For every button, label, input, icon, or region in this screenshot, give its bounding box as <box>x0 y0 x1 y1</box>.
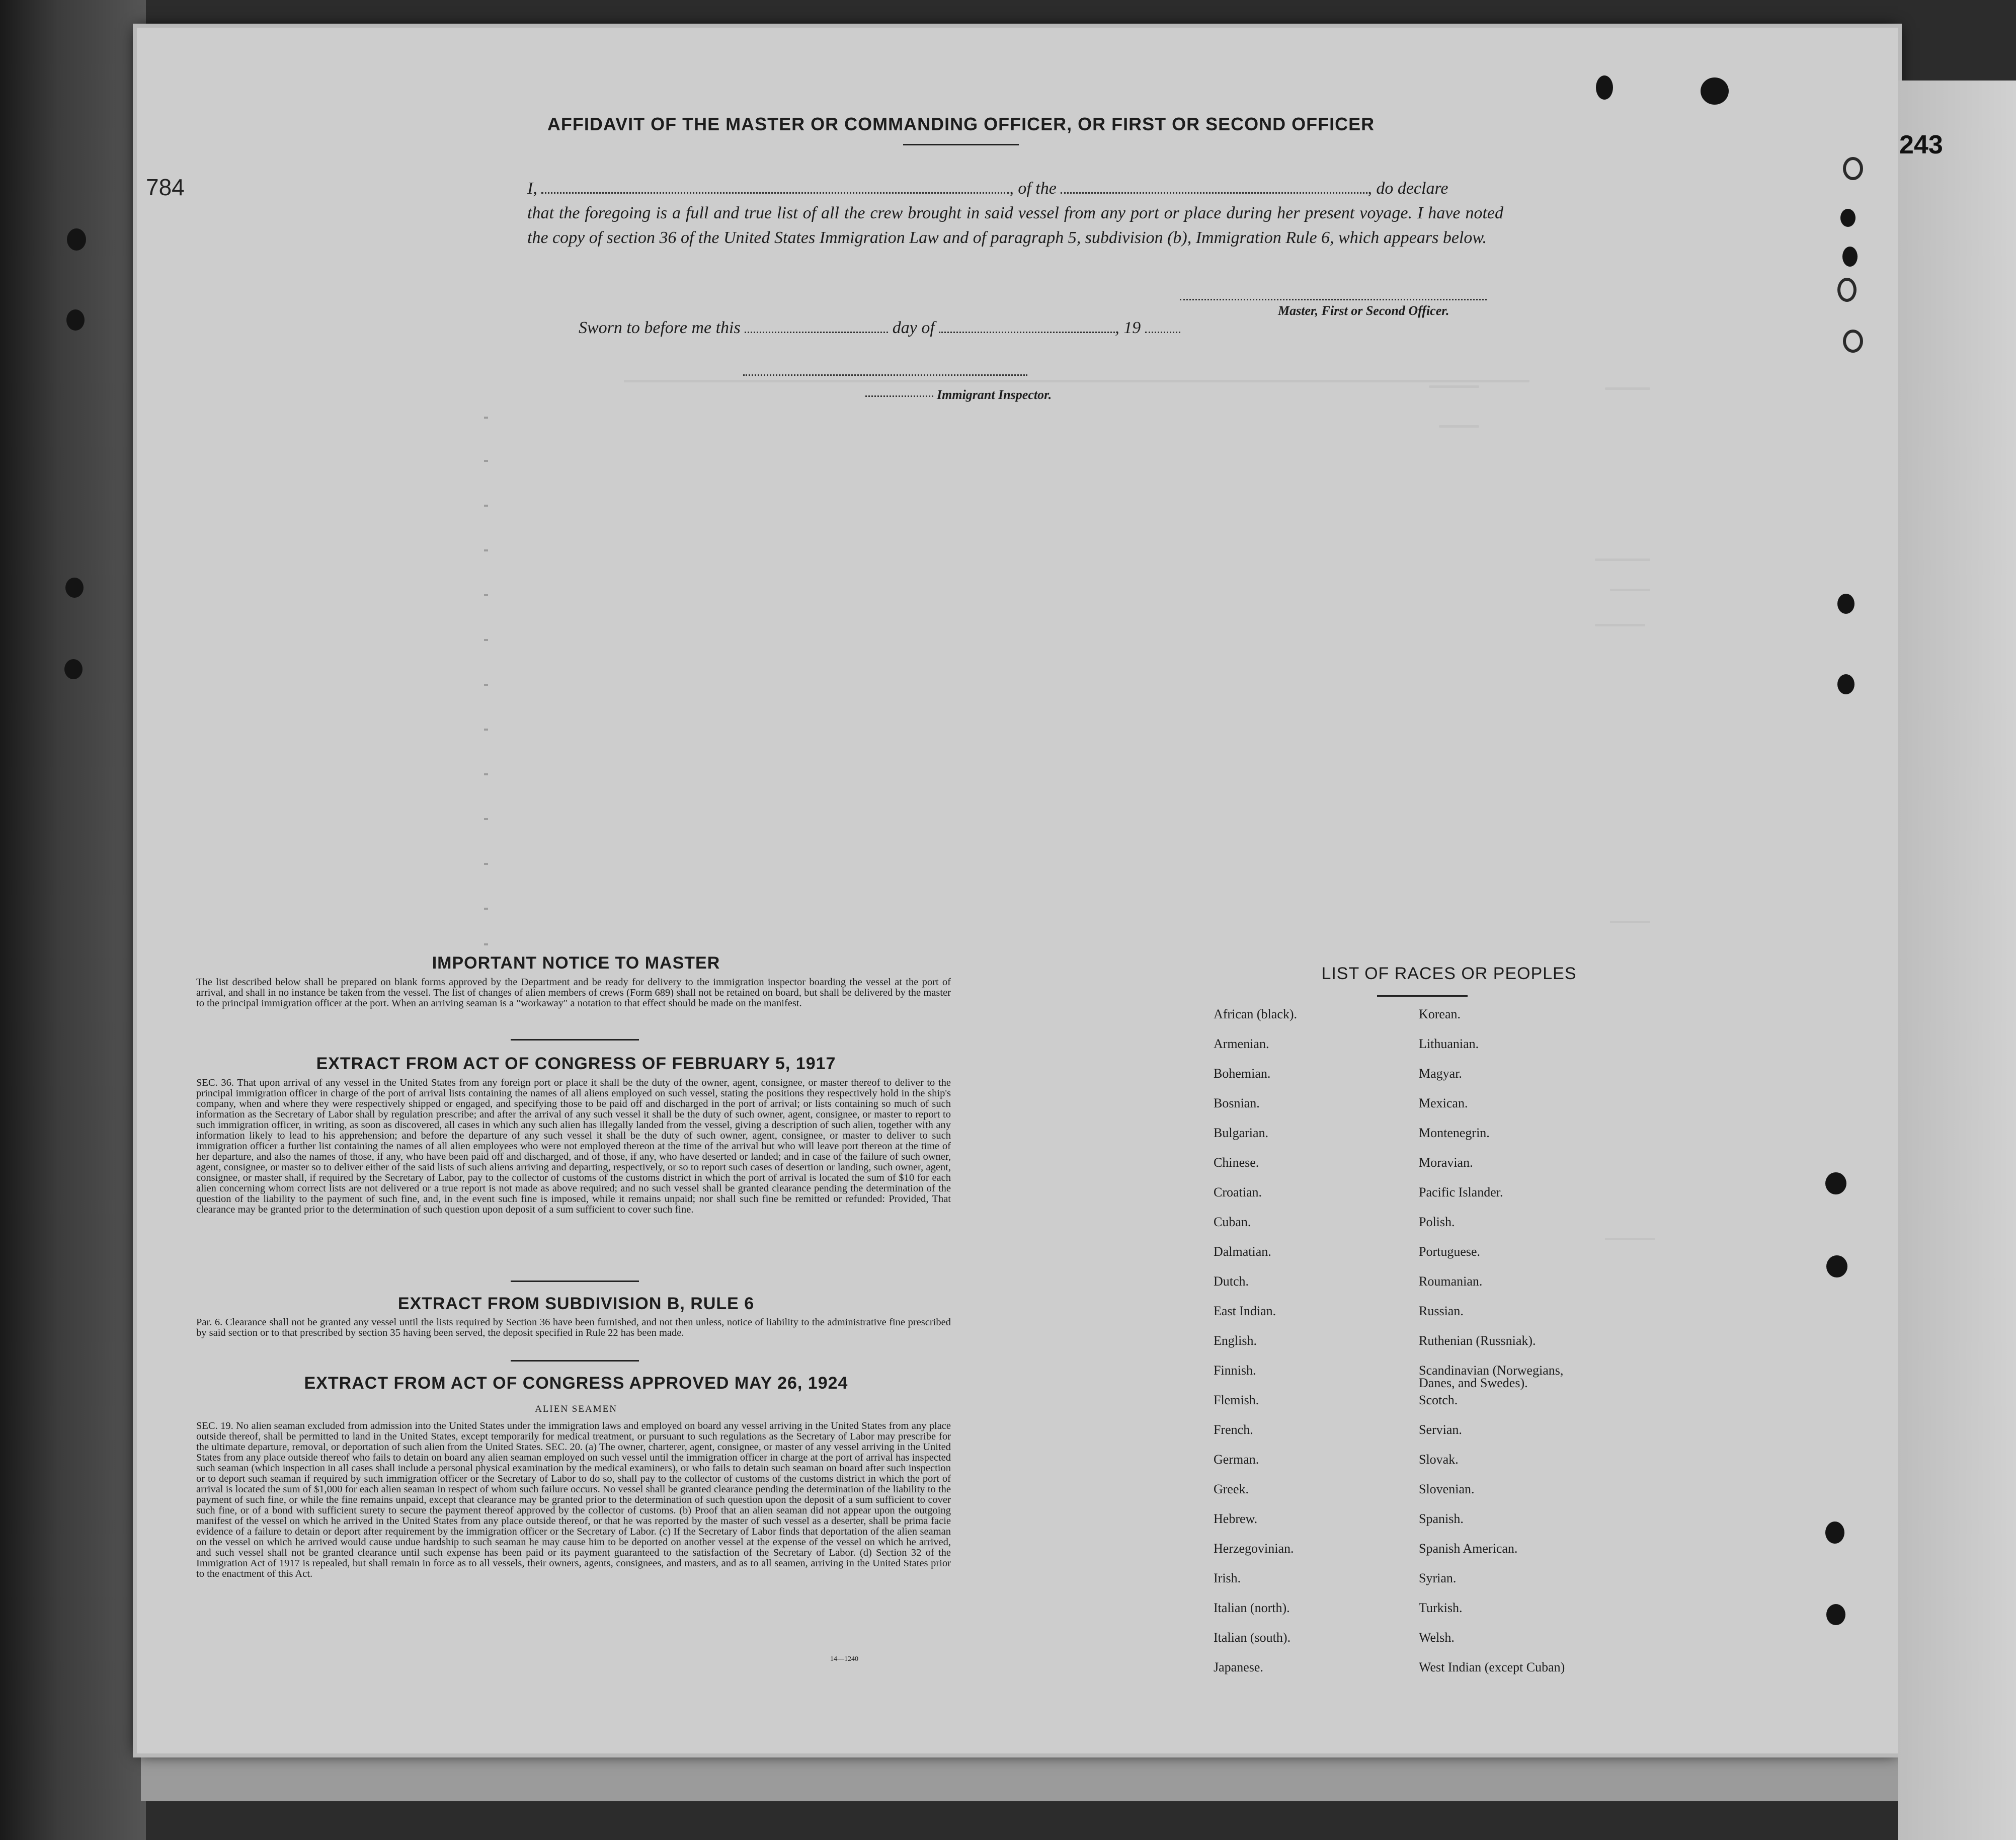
divider <box>511 1039 639 1041</box>
race-item: Bulgarian. <box>1214 1126 1269 1140</box>
punch-hole-icon <box>1837 594 1854 614</box>
bleed-through-mark <box>1429 385 1479 388</box>
punch-hole-icon <box>66 309 85 331</box>
master-signature-label: Master, First or Second Officer. <box>1278 303 1449 318</box>
race-item: Dalmatian. <box>1214 1244 1271 1259</box>
sworn-day-blank[interactable] <box>745 319 888 333</box>
race-item: African (black). <box>1214 1007 1298 1021</box>
race-item: Syrian. <box>1419 1571 1457 1585</box>
race-item: Bohemian. <box>1214 1066 1271 1081</box>
race-item: Bosnian. <box>1214 1096 1260 1110</box>
declare-text: , do declare <box>1367 179 1448 198</box>
sworn-year-blank[interactable] <box>1145 319 1180 333</box>
race-item: Spanish. <box>1419 1511 1464 1526</box>
extract-1924-title: EXTRACT FROM ACT OF CONGRESS APPROVED MAY 26, 1924 <box>304 1374 848 1393</box>
sworn-prefix: Sworn to before me this <box>579 318 741 337</box>
race-item: Chinese. <box>1214 1155 1259 1170</box>
race-item: Ruthenian (Russniak). <box>1419 1333 1536 1348</box>
race-item: Hebrew. <box>1214 1511 1258 1526</box>
row-marker <box>484 943 488 945</box>
race-item: Irish. <box>1214 1571 1241 1585</box>
races-column-left <box>1214 1008 1297 1691</box>
punch-hole-icon <box>1840 209 1856 227</box>
row-marker <box>484 549 488 551</box>
race-item: Servian. <box>1419 1422 1462 1437</box>
punch-hole-icon <box>1825 1172 1846 1194</box>
race-item: Russian. <box>1419 1304 1464 1318</box>
inspector-signature-line-short <box>865 395 933 397</box>
bleed-through-mark <box>1610 589 1650 591</box>
race-item: German. <box>1214 1452 1259 1467</box>
alien-seamen-heading: ALIEN SEAMEN <box>535 1404 617 1414</box>
of-the-text: , of the <box>1009 179 1057 198</box>
race-item: Dutch. <box>1214 1274 1249 1289</box>
vessel-blank[interactable] <box>1061 180 1367 194</box>
row-marker <box>484 639 488 641</box>
bleed-through-mark <box>624 380 1529 382</box>
divider <box>511 1360 639 1362</box>
punch-hole-icon <box>1596 75 1613 100</box>
row-marker <box>484 908 488 910</box>
punch-hole-icon <box>1701 77 1729 105</box>
punch-hole-icon <box>1825 1522 1844 1544</box>
row-marker <box>484 863 488 865</box>
row-marker <box>484 773 488 775</box>
bleed-through-mark <box>1605 1238 1655 1240</box>
race-item: West Indian (except Cuban) <box>1419 1660 1565 1674</box>
punch-hole-icon <box>1837 278 1857 302</box>
race-item: Scotch. <box>1419 1393 1458 1407</box>
extract-1924-text: SEC. 19. No alien seaman excluded from admission into the United States under the immigration laws and employed on board any vessel arriving in the United States from any place outside thereof, shall be permitted to land in the United States, except temporarily for medical treatment, or pursuant to such regulations as the Secretary of Labor may prescribe for the ultimate departure, removal, or deportation of such alien from the United States. SEC. 20. (a) The owner, charterer, agent, consignee, or master of any vessel arriving in the United States from any place outside thereof who fails to detain on board any alien seaman employed on such vessel until the immigration officer in charge at the port of arrival has inspected such seaman (which inspection in all cases shall include a personal physical examination by the medical examiners), or who fails to detain such seaman on board after such inspection or to deport such seaman if required by such immigration officer or the Secretary of Labor to do so, shall pay to the collector of customs of the customs district in which the port of arrival is located the sum of $1,000 for each alien seaman in respect of whom such failure occurs. No vessel shall be granted clearance pending the determination of the liability to the payment of such fine, or while the fine remains unpaid, except that clearance may be granted prior to the determination of such question upon the deposit of a sum sufficient to cover such fine, or of a bond with sufficient surety to secure the payment thereof approved by the collector of customs. (b) Proof that an alien seaman did not appear upon the outgoing manifest of the vessel on which he arrived in the United States from any place outside thereof, or that he was reported by the master of such vessel as a deserter, shall be prima facie evidence of a failure to detain or deport after requirement by the immigration officer or the Secretary of Labor. (c) If the Secretary of Labor finds that deportation of the alien seaman on the vessel on which he arrived would cause undue hardship to such seaman he may cause him to be deported on another vessel at the expense of the vessel on which he arrived, and such vessel shall not be granted clearance until such expense has been paid or its payment guaranteed to the satisfaction of the Secretary of Labor. (d) Section 32 of the Immigration Act of 1917 is repealed, but shall remain in force as to all vessels, their owners, agents, consignees, and masters, and as to all seamen, arriving in the United States prior to the enactment of this Act. <box>196 1420 951 1579</box>
bleed-through-mark <box>1595 558 1650 561</box>
affidavit-title: AFFIDAVIT OF THE MASTER OR COMMANDING OFFICER, OR FIRST OR SECOND OFFICER <box>547 114 1375 134</box>
affidavit-body: that the foregoing is a full and true list of all the crew brought in said vessel from any port or place during her present voyage. I have noted the copy of section 36 of the United States Immigration Law and of paragraph 5, subdivision (b), Immigration Rule 6, which appears below. <box>527 204 1503 247</box>
extract-1917-title: EXTRACT FROM ACT OF CONGRESS OF FEBRUARY 5, 1917 <box>316 1054 836 1073</box>
page-number: 243 <box>1899 130 1943 159</box>
row-marker <box>484 417 488 419</box>
race-item: Flemish. <box>1214 1393 1259 1407</box>
row-marker <box>484 684 488 686</box>
race-item: Korean. <box>1419 1007 1461 1021</box>
race-item: Roumanian. <box>1419 1274 1483 1289</box>
notice-text: The list described below shall be prepared on blank forms approved by the Department and be ready for delivery to the immigration inspector boarding the vessel at the port of arrival, and shall in no instance be taken from the vessel. The list of changes of alien members of crews (Form 689) shall not be retained on board, but shall be delivered by the master to the principal immigration officer at the port. When an arriving seaman is a "workaway" a notation to that effect should be made on the manifest. <box>196 977 951 1009</box>
row-marker <box>484 818 488 820</box>
affidavit-declaration-line <box>527 176 1503 201</box>
punch-hole-icon <box>65 578 84 598</box>
race-item: Herzegovinian. <box>1214 1541 1294 1556</box>
divider <box>511 1281 639 1282</box>
adjacent-page-strip <box>1898 81 2016 1840</box>
inspector-signature-line[interactable] <box>743 374 1027 376</box>
race-item: Montenegrin. <box>1419 1126 1490 1140</box>
master-signature-line[interactable] <box>1180 299 1487 300</box>
race-item: Moravian. <box>1419 1155 1473 1170</box>
race-item: Turkish. <box>1419 1601 1463 1615</box>
races-title: LIST OF RACES OR PEOPLES <box>1321 964 1577 983</box>
race-item: Slovenian. <box>1419 1482 1475 1496</box>
race-item: Cuban. <box>1214 1215 1251 1229</box>
race-item: Italian (south). <box>1214 1630 1291 1645</box>
races-column-right <box>1419 1008 1600 1691</box>
punch-hole-icon <box>1826 1255 1847 1277</box>
race-item: Spanish American. <box>1419 1541 1518 1556</box>
form-number: 14—1240 <box>830 1655 858 1663</box>
race-item: Italian (north). <box>1214 1601 1290 1615</box>
binding-edge <box>0 0 146 1840</box>
race-item: Magyar. <box>1419 1066 1462 1081</box>
notice-title: IMPORTANT NOTICE TO MASTER <box>432 953 720 973</box>
sworn-line <box>579 318 1180 338</box>
bleed-through-mark <box>1595 624 1645 626</box>
handwritten-number: 784 <box>146 174 185 200</box>
divider <box>903 144 1019 145</box>
race-item: Pacific Islander. <box>1419 1185 1503 1199</box>
extract-1917-text: SEC. 36. That upon arrival of any vessel in the United States from any foreign port or place it shall be the duty of the owner, agent, consignee, or master thereof to deliver to the principal immigration officer in charge of the port of arrival lists containing the names of all aliens employed on such vessel, stating the positions they respectively hold in the ship's company, when and where they were respectively shipped or engaged, and specifying those to be paid off and discharged in the port of arrival; or lists containing so much of such information as the Secretary of Labor shall by regulation prescribe; and after the arrival of any such vessel it shall be the duty of such owner, agent, consignee, or master to report to such immigration officer, in writing, as soon as discovered, all cases in which any such alien has illegally landed from the vessel, giving a description of such alien, together with any information likely to lead to his apprehension; and before the departure of any such vessel it shall be the duty of such owner, agent, consignee, or master to deliver to such immigration officer a further list containing the names of all alien employees who were not employed thereon at the time of the arrival but who will leave port thereon at the time of her departure, and also the names of those, if any, who have been paid off and discharged, and of those, if any, who have deserted or landed; and in case of the failure of such owner, agent, consignee, or master so to deliver either of the said lists of such aliens arriving and departing, respectively, or so to report such cases of desertion or landing, such owner, agent, consignee, or master shall, if required by the Secretary of Labor, pay to the collector of customs of the customs district in which the port of arrival is located the sum of $10 for each alien concerning whom correct lists are not delivered or a true report is not made as above required; and no such vessel shall be granted clearance pending the determination of the question of the liability to the payment of such fine, and, in the event such fine is imposed, while it remains unpaid; nor shall such fine be remitted or refunded: Provided, That clearance may be granted prior to the determination of such question upon deposit of a sum sufficient to cover such fine. <box>196 1077 951 1215</box>
bleed-through-mark <box>1439 425 1479 428</box>
name-blank[interactable] <box>541 180 1009 194</box>
race-item: Armenian. <box>1214 1036 1269 1051</box>
race-item: Welsh. <box>1419 1630 1455 1645</box>
punch-hole-icon <box>1837 674 1854 694</box>
race-item: English. <box>1214 1333 1257 1348</box>
pronoun-text: I, <box>527 179 537 198</box>
race-item: Scandinavian (Norwegians, Danes, and Swedes). <box>1419 1363 1564 1390</box>
inspector-label: Immigrant Inspector. <box>937 387 1052 402</box>
sworn-day-of: day of <box>892 318 935 337</box>
race-item: Mexican. <box>1419 1096 1468 1110</box>
race-item: Finnish. <box>1214 1363 1256 1378</box>
punch-hole-icon <box>1843 330 1863 353</box>
race-item: Slovak. <box>1419 1452 1459 1467</box>
extract-rule6-text: Par. 6. Clearance shall not be granted any vessel until the lists required by Section 36 have been furnished, and not then unless, notice of liability to the administrative fine prescribed by said section or to that prescribed by section 35 having been served, the deposit specified in Rule 22 has been made. <box>196 1317 951 1338</box>
row-marker <box>484 505 488 507</box>
race-item: Portuguese. <box>1419 1244 1481 1259</box>
row-marker <box>484 460 488 462</box>
race-item: Croatian. <box>1214 1185 1262 1199</box>
race-item: Polish. <box>1419 1215 1455 1229</box>
race-item: East Indian. <box>1214 1304 1276 1318</box>
race-item: Greek. <box>1214 1482 1249 1496</box>
bleed-through-mark <box>1610 921 1650 923</box>
punch-hole-icon <box>1826 1604 1845 1625</box>
punch-hole-icon <box>67 228 86 251</box>
race-item: Japanese. <box>1214 1660 1263 1674</box>
punch-hole-icon <box>64 659 83 679</box>
row-marker <box>484 729 488 731</box>
row-marker <box>484 594 488 596</box>
sworn-year: , 19 <box>1115 318 1141 337</box>
punch-hole-icon <box>1842 247 1858 267</box>
race-item: French. <box>1214 1422 1253 1437</box>
divider <box>1377 995 1468 997</box>
race-item: Lithuanian. <box>1419 1036 1479 1051</box>
sworn-month-blank[interactable] <box>939 319 1115 333</box>
extract-rule6-title: EXTRACT FROM SUBDIVISION B, RULE 6 <box>397 1294 755 1313</box>
bleed-through-mark <box>1605 387 1650 390</box>
punch-hole-icon <box>1843 157 1863 180</box>
